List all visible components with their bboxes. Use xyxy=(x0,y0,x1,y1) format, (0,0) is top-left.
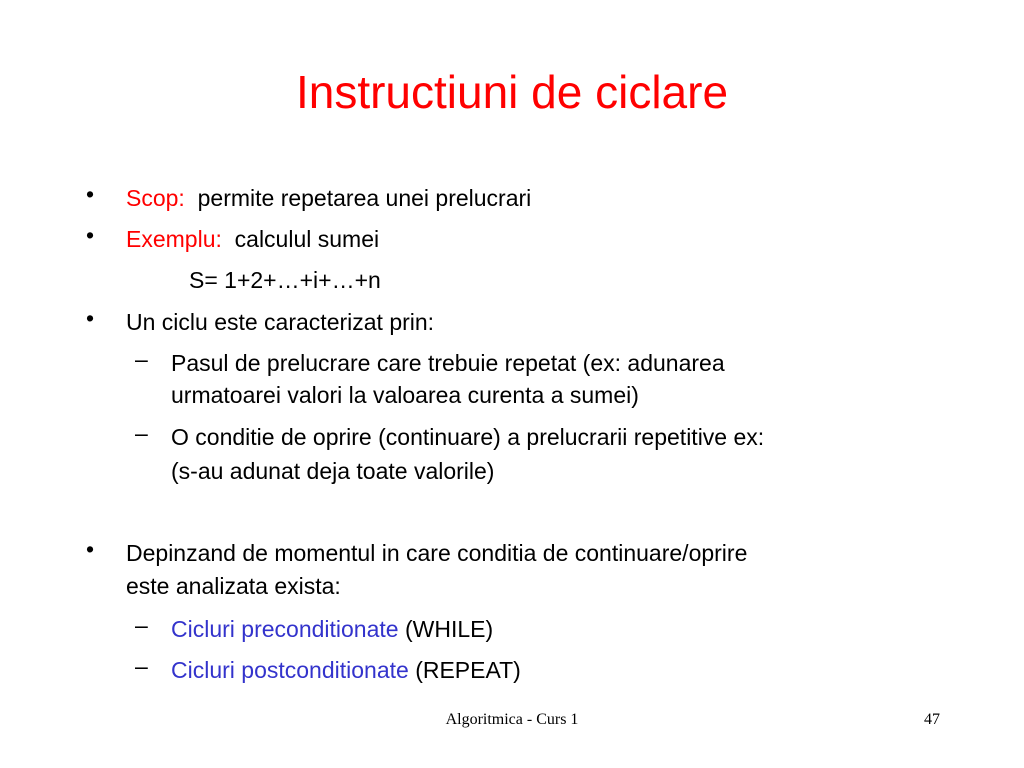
exemplu-text: calculul sumei xyxy=(234,226,380,252)
sub2-line2: (s-au adunat deja toate valorile) xyxy=(171,458,495,484)
scop-text: permite repetarea unei prelucrari xyxy=(197,185,532,211)
bullet-marker: • xyxy=(86,305,95,331)
dash-marker: – xyxy=(135,653,148,679)
page-number: 47 xyxy=(924,711,940,728)
bullet-marker: • xyxy=(86,181,95,207)
preconditionate-label: Cicluri preconditionate xyxy=(171,616,399,642)
postconditionate-label: Cicluri postconditionate xyxy=(171,657,409,683)
sum-formula: S= 1+2+…+i+…+n xyxy=(189,267,381,293)
bullet-marker: • xyxy=(86,536,95,562)
bullet-exemplu xyxy=(126,222,379,256)
sub1-line2: urmatoarei valori la valoarea curenta a sumei) xyxy=(171,382,639,408)
bullet-ciclu: Un ciclu este caracterizat prin: xyxy=(126,309,435,335)
bullet-marker: • xyxy=(86,222,95,248)
exemplu-label: Exemplu: xyxy=(126,226,222,252)
sub-postconditionate xyxy=(171,653,521,687)
sub2-line1: O conditie de oprire (continuare) a prelucrarii repetitive ex: xyxy=(171,424,765,450)
postconditionate-text: (REPEAT) xyxy=(415,657,521,683)
preconditionate-text: (WHILE) xyxy=(404,616,494,642)
bullet-scop xyxy=(126,181,531,215)
sub1-line1: Pasul de prelucrare care trebuie repetat (ex: adunarea xyxy=(171,350,725,376)
dash-marker: – xyxy=(135,420,148,446)
depinzand-line2: este analizata exista: xyxy=(126,573,341,599)
dash-marker: – xyxy=(135,346,148,372)
slide-title: Instructiuni de ciclare xyxy=(295,66,729,118)
depinzand-line1: Depinzand de momentul in care conditia de continuare/oprire xyxy=(126,540,748,566)
scop-label: Scop: xyxy=(126,185,185,211)
sub-preconditionate xyxy=(171,612,493,646)
footer-course: Algoritmica - Curs 1 xyxy=(445,711,579,728)
dash-marker: – xyxy=(135,612,148,638)
